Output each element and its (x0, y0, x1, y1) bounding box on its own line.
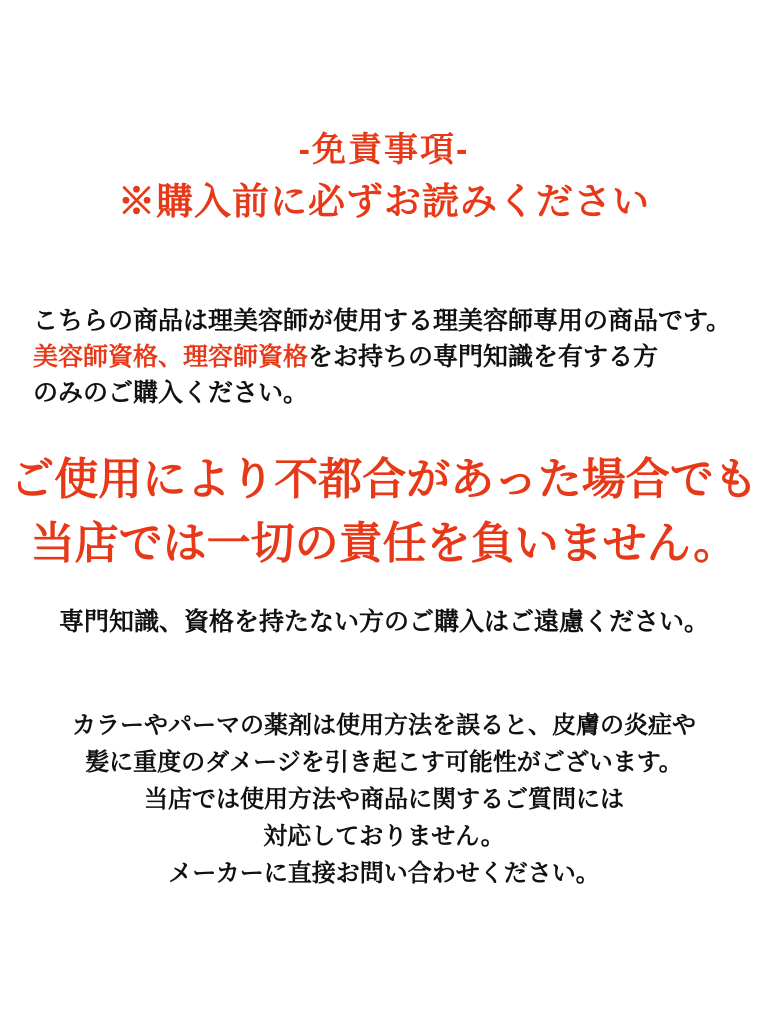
professional-use-notice-line1: こちらの商品は理美容師が使用する理美容師専用の商品です。 (33, 307, 732, 335)
professional-use-notice-line2-rest: をお持ちの専門知識を有する方 (308, 343, 659, 371)
professional-use-notice-line2 (33, 339, 748, 375)
liability-statement (0, 448, 768, 576)
caution-line-1: カラーやパーマの薬剤は使用方法を誤ると、皮膚の炎症や (72, 712, 696, 739)
caution-line-5: メーカーに直接お問い合わせください。 (168, 860, 600, 887)
liability-statement-line1: ご使用により不都合があった場合でも (10, 455, 758, 504)
caution-paragraph (0, 707, 768, 892)
disclaimer-subtitle: ※購入前に必ずお読みください (118, 181, 650, 222)
professional-use-notice (0, 303, 768, 411)
disclaimer-title: -免責事項- (298, 131, 470, 169)
refrain-notice: 専門知識、資格を持たない方のご購入はご遠慮ください。 (58, 608, 709, 636)
caution-line-3: 当店では使用方法や商品に関するご質問には (144, 786, 624, 813)
liability-statement-line2: 当店では一切の責任を負いません。 (30, 519, 738, 568)
qualification-highlight: 美容師資格、理容師資格 (33, 343, 309, 371)
caution-line-2: 髪に重度のダメージを引き起こす可能性がございます。 (85, 749, 683, 776)
caution-line-4: 対応しておりません。 (263, 823, 505, 850)
professional-use-notice-line3: のみのご購入ください。 (33, 379, 309, 407)
